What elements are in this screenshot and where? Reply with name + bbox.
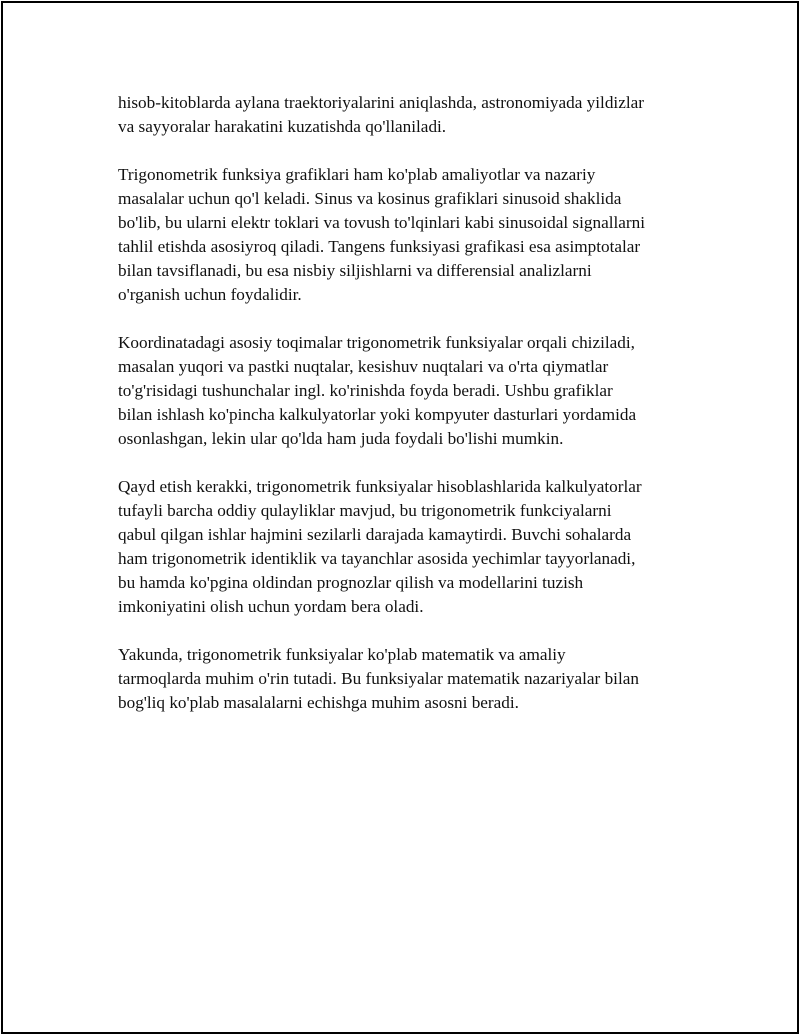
paragraph-1: hisob-kitoblarda aylana traektoriyalarini aniqlashda, astronomiyada yildizlar va sayyoralar harakatini kuzatishda qo'llaniladi.	[118, 93, 644, 136]
paragraph-3: Koordinatadagi asosiy toqimalar trigonometrik funksiyalar orqali chiziladi, masalan yuqori va pastki nuqtalar, kesishuv nuqtalari va o'rta qiymatlar to'g'risidagi tushunchalar ingl. ko'rinishda foyda beradi. Ushbu grafiklar bilan ishlash ko'pincha kalkulyatorlar yoki kompyuter dasturlari yordamida osonlashgan, lekin ular qo'lda ham juda foydali bo'lishi mumkin.	[118, 333, 637, 448]
paragraph-5: Yakunda, trigonometrik funksiyalar ko'plab matematik va amaliy tarmoqlarda muhim o'rin tutadi. Bu funksiyalar matematik nazariyalar bilan bog'liq ko'plab masalalarni echishga muhim asosni beradi.	[118, 645, 639, 712]
paragraph-4: Qayd etish kerakki, trigonometrik funksiyalar hisoblashlarida kalkulyatorlar tufayli barcha oddiy qulayliklar mavjud, bu trigonometrik funkciyalarni qabul qilgan ishlar hajmini sezilarli darajada kamaytirdi. Buvchi sohalarda ham trigonometrik identiklik va tayanchlar asosida yechimlar tayyorlanadi, bu hamda ko'pgina oldindan prognozlar qilish va modellarini tuzish imkoniyatini olish uchun yordam bera oladi.	[118, 477, 642, 616]
document-body	[118, 91, 718, 739]
paragraph-2: Trigonometrik funksiya grafiklari ham ko'plab amaliyotlar va nazariy masalalar uchun qo'l keladi. Sinus va kosinus grafiklari sinusoid shaklida bo'lib, bu ularni elektr toklari va tovush to'lqinlari kabi sinusoidal signallarni tahlil etishda asosiyroq qiladi. Tangens funksiyasi grafikasi esa asimptotalar bilan tavsiflanadi, bu esa nisbiy siljishlarni va differensial analizlarni o'rganish uchun foydalidir.	[118, 165, 645, 304]
